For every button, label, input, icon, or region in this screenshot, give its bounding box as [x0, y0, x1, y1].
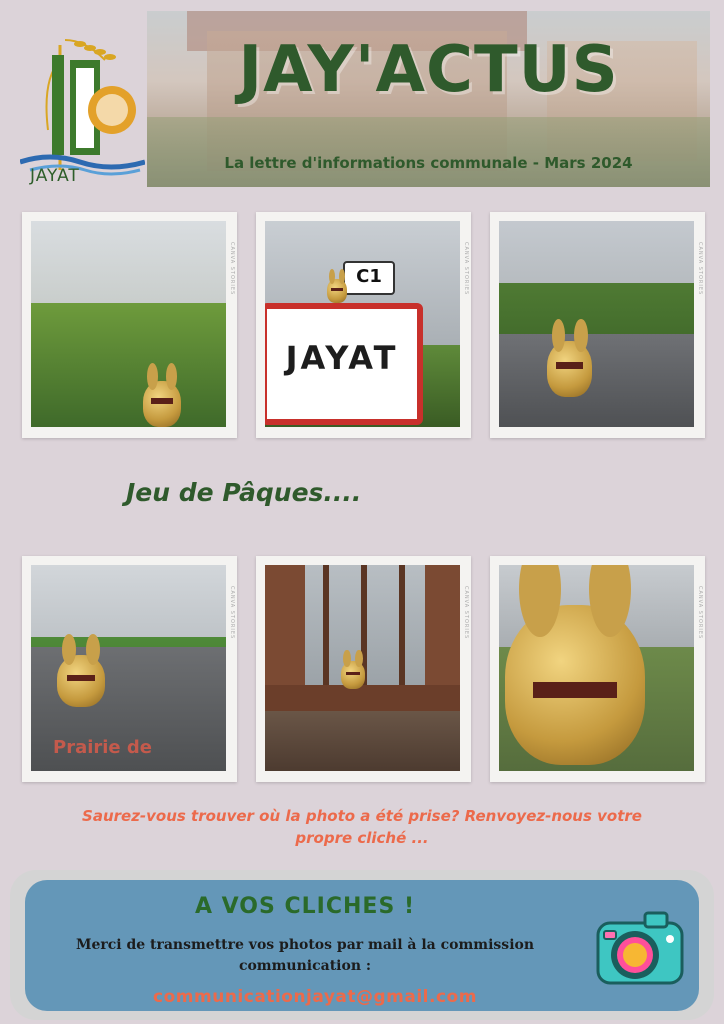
town-sign: JAYAT — [265, 303, 423, 425]
photo-5: CANVA STORIES — [256, 556, 471, 782]
callout-title: A VOS CLICHES ! — [194, 894, 415, 919]
bunny-figure — [57, 655, 105, 707]
question-line-1: Saurez-vous trouver où la photo a été prise? Renvoyez-nous votre — [82, 807, 642, 825]
road-sign-c1: C1 — [343, 261, 395, 295]
callout-text-line-1: Merci de transmettre vos photos par mail à la commission — [75, 937, 535, 953]
header-banner — [147, 11, 710, 187]
newsletter-subtitle: La lettre d'informations communale - Mars 2024 — [224, 154, 633, 172]
camera-icon — [590, 905, 690, 990]
callout-text — [45, 935, 565, 977]
bunny-figure — [341, 661, 365, 689]
photo-1: CANVA STORIES — [22, 212, 237, 438]
photo-3: CANVA STORIES — [490, 212, 705, 438]
newsletter-title: JAY'ACTUS — [238, 33, 619, 107]
logo-text: JAYAT — [30, 166, 80, 186]
email-link[interactable]: communicationjayat@gmail.com — [153, 987, 477, 1007]
photo-2: C1 JAYAT CANVA STORIES — [256, 212, 471, 438]
question-text — [30, 805, 694, 849]
question-line-2: propre cliché ... — [295, 829, 429, 847]
stone-engraving: Prairie de — [53, 737, 152, 758]
photo-4: Prairie de CANVA STORIES — [22, 556, 237, 782]
bunny-figure — [143, 381, 181, 427]
photo-6: CANVA STORIES — [490, 556, 705, 782]
callout-panel — [25, 880, 699, 1011]
bunny-figure — [547, 341, 592, 397]
bunny-figure — [505, 605, 645, 765]
callout-box — [10, 870, 714, 1020]
section-title: Jeu de Pâques.... — [126, 478, 362, 507]
callout-text-line-2: communication : — [238, 958, 372, 974]
bunny-figure — [327, 279, 347, 303]
